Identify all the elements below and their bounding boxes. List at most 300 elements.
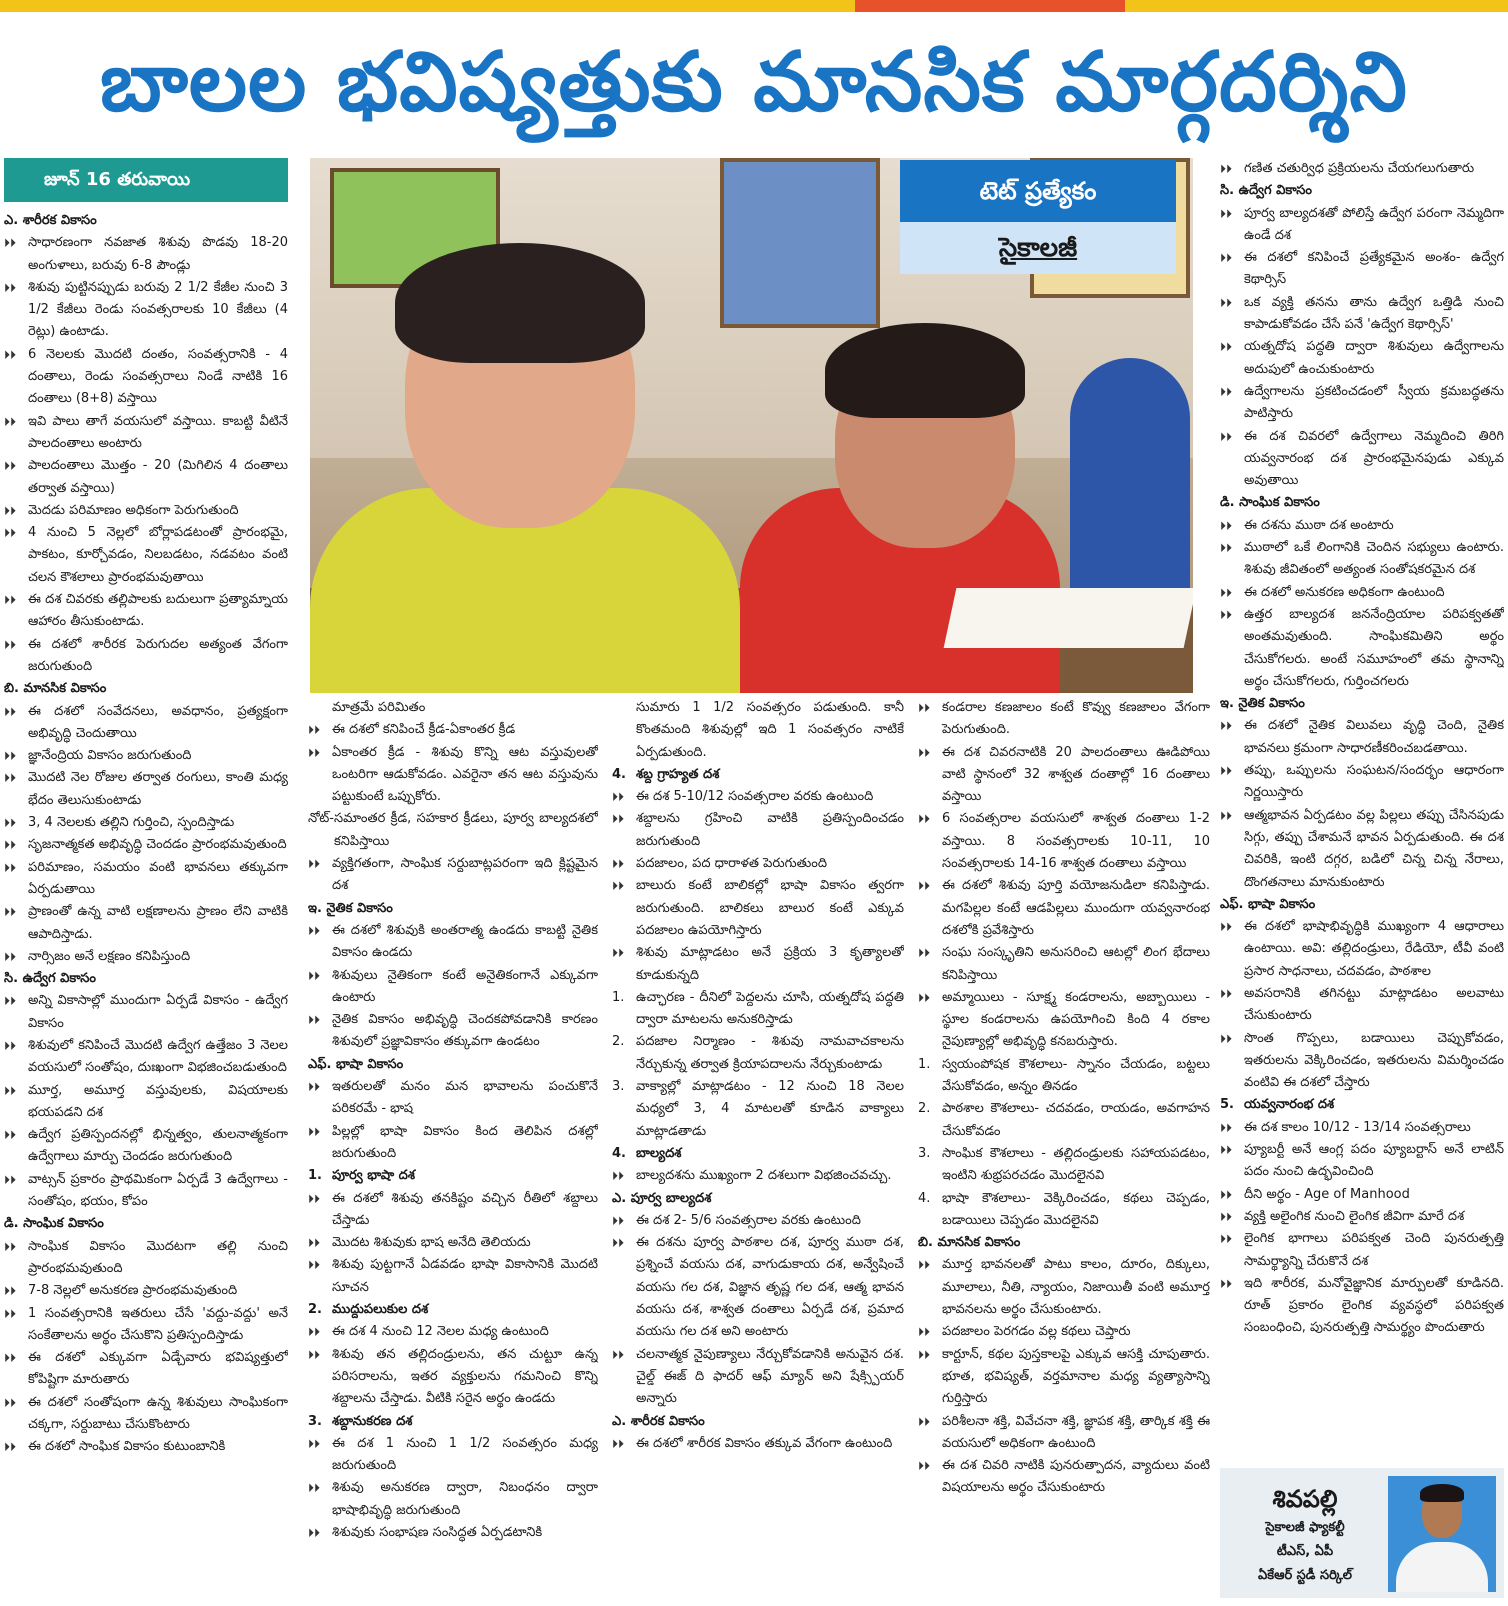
bullet-arrow-icon: ⏵⏵ <box>612 879 625 894</box>
item-text: ఈ దశ 5-10/12 సంవత్సరాల వరకు ఉంటుంది <box>636 789 874 805</box>
item-text: సొంత గొప్పలు, బడాయిలు చెప్పుకోవడం, ఇతరులను వెక్కిరించడం, ఇతరులను విమర్శించడం వంటివి ఈ దశలో చేస్తారు <box>1244 1030 1504 1091</box>
bullet-item <box>1220 604 1504 693</box>
item-text: ఈ దశలో ఎక్కువగా ఏడ్చేవారు భవిష్యత్తులో కోపిష్టిగా మారుతారు <box>28 1350 288 1388</box>
numbered-item <box>612 764 904 786</box>
section-heading: ఎఫ్. భాషా వికాసం <box>1220 896 1316 912</box>
bullet-arrow-icon: ⏵⏵ <box>4 347 17 362</box>
item-text: ఈ దశలో కనిపించే క్రీడ-ఏకాంతర క్రీడ <box>332 722 516 738</box>
item-text: శబ్దానుకరణ దశ <box>332 1413 413 1429</box>
item-text: పదజాలం, పద ధారాళత పెరుగుతుంది <box>636 856 828 872</box>
item-text: శిశువులో కనిపించే మొదటి ఉద్వేగ ఉత్తేజం 3 నెలల వయసులో సంతోషం, దుఃఖంగా విభజించబడుతుంది <box>28 1037 288 1076</box>
item-text: ఈ దశలో శారీరక వికాసం తక్కువ వేగంగా ఉంటుంది <box>636 1435 893 1451</box>
bullet-item <box>4 344 288 411</box>
bullet-arrow-icon: ⏵⏵ <box>1220 429 1233 444</box>
item-text: ఈ దశ చివరి నాటికి పునరుత్పాదన, వ్యాదులు వంటి విషయాలను అర్థం చేసుకుంటారు <box>942 1458 1210 1496</box>
photo-notice-board <box>720 158 880 328</box>
author-role: సైకాలజీ ఫ్యాకల్టీ <box>1265 1520 1345 1535</box>
bullet-item <box>1220 381 1504 426</box>
bullet-arrow-icon: ⏵⏵ <box>1220 986 1233 1001</box>
bullet-item <box>612 1344 904 1411</box>
item-text: దీని అర్థం - Age of Manhood <box>1244 1186 1410 1202</box>
bullet-item <box>1220 537 1504 582</box>
bullet-arrow-icon: ⏵⏵ <box>4 1038 17 1053</box>
bullet-arrow-icon: ⏵⏵ <box>918 701 931 715</box>
item-marker: 1. <box>612 989 625 1005</box>
numbered-item <box>308 1411 598 1433</box>
section-heading: సి. ఉద్వేగ వికాసం <box>4 971 96 987</box>
bullet-item <box>4 1080 288 1125</box>
bullet-item <box>308 1188 598 1233</box>
item-text: 3, 4 నెలలకు తల్లిని గుర్తించి, స్పందిస్తాడు <box>28 815 235 831</box>
item-text: ఈ దశను ముఠా దశ అంటారు <box>1244 517 1394 533</box>
bullet-arrow-icon: ⏵⏵ <box>4 1083 17 1098</box>
item-text: లైంగిక భాగాలు పరిపక్వత చెంది పునరుత్పత్తి సామర్థ్యాన్ని చేరుకొనే దశ <box>1244 1231 1504 1269</box>
item-text: ఈ దశ చివరనాటికి 20 పాలదంతాలు ఊడిపోయి వాటి స్థానంలో 32 శాశ్వత దంతాల్లో 16 దంతాలు వస్తాయి <box>942 744 1210 805</box>
item-text: ఈ దశలో శిశువుకి అంతరాత్మ ఉండదు కాబట్టి నైతిక వికాసం ఉండదు <box>332 922 598 961</box>
bullet-arrow-icon: ⏵⏵ <box>612 857 625 872</box>
bullet-arrow-icon: ⏵⏵ <box>918 990 931 1005</box>
bullet-arrow-icon: ⏵⏵ <box>1220 764 1233 779</box>
bullet-item <box>1220 805 1504 894</box>
item-text: సాధారణంగా నవజాత శిశువు పొడవు 18-20 అంగుళాలు, బరువు 6-8 పౌండ్లు <box>28 235 288 273</box>
bullet-item <box>1220 1139 1504 1184</box>
bullet-arrow-icon: ⏵⏵ <box>1220 1232 1233 1247</box>
item-text: ఈ దశ చివరకు తల్లిపాలకు బదులుగా ప్రత్యామ్నాయ ఆహారం తీసుకుంటాడు. <box>28 592 288 630</box>
item-text: కండరాల కణజాలం కంటే కొవ్వు కణజాలం వేగంగా పెరుగుతుంది. <box>942 700 1210 738</box>
bullet-arrow-icon: ⏵⏵ <box>308 923 321 938</box>
bullet-item <box>4 277 288 344</box>
bullet-arrow-icon: ⏵⏵ <box>1220 384 1233 399</box>
item-text: ఉత్తర బాల్యదశ జననేంద్రియాల పరిపక్వతతో అంతమవుతుంది. సాంఘికమితిని అర్థం చేసుకోగలరు. అంటే సమూహంలో తమ స్థానాన్ని అర్థం చేసుకోగలరు, గుర్తించగలరు <box>1244 606 1504 689</box>
bullet-item <box>918 942 1210 987</box>
photo-child-hair <box>395 243 645 363</box>
bullet-item <box>1220 515 1504 537</box>
bullet-item <box>4 990 288 1035</box>
numbered-item <box>918 1098 1210 1143</box>
bullet-arrow-icon: ⏵⏵ <box>1220 162 1233 176</box>
numbered-item <box>918 1054 1210 1099</box>
item-marker: 4. <box>612 1145 626 1161</box>
column-4 <box>918 697 1210 1597</box>
item-text: 7-8 నెల్లలో అనుకరణ ప్రారంభమవుతుంది <box>28 1283 238 1299</box>
bullet-arrow-icon: ⏵⏵ <box>918 1414 931 1429</box>
bullet-item <box>612 875 904 942</box>
bullet-arrow-icon: ⏵⏵ <box>1220 206 1233 221</box>
item-text: స్వయంపోషక కౌశలాలు- స్నానం చేయడం, బట్టలు వేసుకోవడం, అన్నం తినడం <box>942 1056 1210 1095</box>
special-badge <box>900 160 1176 274</box>
item-marker: నోట్- <box>308 811 334 827</box>
bullet-item <box>4 500 288 522</box>
item-marker: 3. <box>308 1413 322 1429</box>
bullet-item <box>1220 715 1504 760</box>
column-2 <box>308 697 598 1597</box>
item-text: ఇతరులతో మనం మన భావాలను పంచుకొనే పరికరమే - భాష <box>332 1079 598 1117</box>
bullet-item <box>308 1522 598 1544</box>
item-text: ఈ దశలో భాషాభివృద్ధికి ముఖ్యంగా 4 ఆధారాలు ఉంటాయి. అవి: తల్లిదండ్రులు, రేడియో, టీవీ వంటి ప్రసార సాధనాలు, చదవడం, పాఠశాల <box>1244 919 1504 979</box>
bullet-arrow-icon: ⏵⏵ <box>4 1239 17 1254</box>
bullet-arrow-icon: ⏵⏵ <box>4 593 17 608</box>
bullet-arrow-icon: ⏵⏵ <box>308 857 321 872</box>
item-text: వాక్యాల్లో మాట్లాడటం - 12 నుంచి 18 నెలల మధ్యలో 3, 4 మాటలతో కూడిన వాక్యాలు మాట్లాడతాడు <box>636 1079 904 1139</box>
bullet-item <box>612 1165 904 1187</box>
bullet-item <box>1220 426 1504 493</box>
item-text: నైతిక వికాసం అభివృద్ధి చెందకపోవడానికి కారణం శిశువులో ప్రజ్ఞావికాసం తక్కువగా ఉండటం <box>332 1012 598 1050</box>
bullet-arrow-icon: ⏵⏵ <box>918 812 931 827</box>
item-text: వ్యక్తిగతంగా, సాంఘిక సర్దుబాట్లపరంగా ఇది క్లిష్టమైన దశ <box>332 856 598 894</box>
item-text: ఈ దశలో సంవేదనలు, అవధానం, ప్రత్యక్షంగా అభివృద్ధి చెందుతాయి <box>28 703 288 741</box>
bullet-arrow-icon: ⏵⏵ <box>1220 251 1233 266</box>
bullet-item <box>308 853 598 898</box>
item-text: ఈ దశలో నైతిక విలువలు వృద్ధి చెంది, నైతిక భావనలు క్రమంగా సాధారణీకరించబడతాయి. <box>1244 718 1504 756</box>
bullet-item <box>308 719 598 741</box>
bullet-item <box>4 232 288 277</box>
bullet-arrow-icon: ⏵⏵ <box>308 1236 321 1251</box>
section-heading: ఎ. పూర్వ బాల్యదశ <box>612 1190 712 1206</box>
item-marker: 1. <box>308 1168 322 1184</box>
column-5 <box>1220 158 1504 1458</box>
bullet-arrow-icon: ⏵⏵ <box>4 905 17 920</box>
bullet-arrow-icon: ⏵⏵ <box>612 812 625 827</box>
bullet-arrow-icon: ⏵⏵ <box>918 1459 931 1474</box>
bullet-item <box>308 1344 598 1411</box>
bullet-item <box>918 1254 1210 1321</box>
top-color-bar <box>0 0 1508 12</box>
item-text: వ్యక్తి అలైంగిక నుంచి లైంగిక జీవిగా మారే దశ <box>1244 1208 1465 1224</box>
bullet-item <box>4 767 288 812</box>
bullet-item <box>4 455 288 500</box>
item-text: శిశువులు నైతికంగా కంటే అనైతికంగానే ఎక్కువగా ఉంటారు <box>332 967 598 1005</box>
item-text: మూర్త, అమూర్త వస్తువులకు, విషయాలకు భయపడని దశ <box>28 1082 288 1120</box>
bullet-item <box>918 1321 1210 1343</box>
item-text: ప్యూబర్టీ అనే ఆంగ్ల పదం ప్యూబర్టాస్ అనే లాటిన్ పదం నుంచి ఉద్భవించింది <box>1244 1142 1504 1180</box>
bullet-item <box>4 411 288 456</box>
bullet-item <box>4 1392 288 1437</box>
bullet-arrow-icon: ⏵⏵ <box>1220 920 1233 935</box>
section-heading: ఇ. నైతిక వికాసం <box>1220 696 1305 712</box>
section-heading: ఎఫ్. భాషా వికాసం <box>308 1056 404 1072</box>
bullet-arrow-icon: ⏵⏵ <box>4 1395 17 1410</box>
bullet-arrow-icon: ⏵⏵ <box>1220 1120 1233 1135</box>
item-text: జ్ఞానేంద్రియ వికాసం జరుగుతుంది <box>28 748 192 764</box>
bullet-arrow-icon: ⏵⏵ <box>4 949 17 964</box>
item-text: పరిశీలనా శక్తి, వివేచనా శక్తి, జ్ఞాపక శక్తి, తార్కిక శక్తి ఈ వయసులో అధికంగా ఉంటుంది <box>942 1413 1210 1451</box>
item-marker: 1. <box>918 1056 931 1072</box>
bullet-arrow-icon: ⏵⏵ <box>612 946 625 961</box>
bullet-item <box>308 1477 598 1522</box>
item-text: పదజాల నిర్మాణం - శిశువు నామవాచకాలను నేర్చుకున్న తర్వాత క్రియాపదాలను నేర్చుకుంటాడు <box>636 1034 904 1072</box>
bullet-item <box>1220 158 1504 180</box>
item-text: భాషా కౌశలాలు- వెక్కిరించడం, కథలు చెప్పడం, బడాయిలు చెప్పడం మొదలైనవి <box>942 1190 1210 1228</box>
item-text: ఇది శారీరక, మనోవైజ్ఞానిక మార్పులతో కూడినది. రూత్ ప్రకారం లైంగిక వ్యవస్థలో పరిపక్వత సంబంధించి, పునరుత్పత్తి సామర్థ్యం పొందుతారు <box>1244 1275 1504 1336</box>
bullet-arrow-icon: ⏵⏵ <box>308 1481 321 1496</box>
item-marker: 3. <box>612 1079 625 1095</box>
numbered-item <box>612 1143 904 1165</box>
bullet-arrow-icon: ⏵⏵ <box>918 745 931 760</box>
bullet-arrow-icon: ⏵⏵ <box>1220 541 1233 556</box>
bullet-arrow-icon: ⏵⏵ <box>4 704 17 719</box>
author-institute: ఏకేఆర్ స్టడీ సర్కిల్ <box>1258 1568 1352 1583</box>
bullet-item <box>4 901 288 946</box>
item-text: ఈ దశలో శిశువు తనకిష్టం వచ్చిన రీతిలో శబ్దాలు చేస్తాడు <box>332 1190 598 1228</box>
item-text: 1 సంవత్సరానికి ఇతరులు చేసే 'వద్దు-వద్దు' అనే సంకేతాలను అర్థం చేసుకొని ప్రతిస్పందిస్తాడు <box>28 1305 288 1343</box>
item-text: గణిత చతుర్విధ ప్రక్రియలను చేయగలుగుతారు <box>1244 161 1475 176</box>
bullet-arrow-icon: ⏵⏵ <box>308 1325 321 1340</box>
bullet-item <box>4 1303 288 1348</box>
bullet-item <box>4 1169 288 1214</box>
bullet-arrow-icon: ⏵⏵ <box>1220 295 1233 310</box>
bullet-arrow-icon: ⏵⏵ <box>4 994 17 1009</box>
bullet-arrow-icon: ⏵⏵ <box>4 1128 17 1143</box>
bullet-item <box>4 1347 288 1392</box>
bullet-item <box>308 965 598 1010</box>
item-marker: 4. <box>612 766 626 782</box>
bullet-arrow-icon: ⏵⏵ <box>918 1347 931 1362</box>
item-text: సృజనాత్మకత అభివృద్ధి చెందడం ప్రారంభమవుతుంది <box>28 837 287 853</box>
item-text: ఈ దశలో అనుకరణ అధికంగా ఉంటుంది <box>1244 584 1445 600</box>
author-photo-shirt <box>1396 1542 1488 1592</box>
top-accent-bar <box>855 0 1125 12</box>
bullet-arrow-icon: ⏵⏵ <box>1220 808 1233 823</box>
item-text: ఉద్వేగ ప్రతిస్పందనల్లో భిన్నత్వం, తులనాత్మకంగా ఉద్వేగాలు మార్పు చెందడం జరుగుతుంది <box>28 1127 288 1165</box>
bullet-item <box>4 1124 288 1169</box>
author-photo-hair <box>1420 1484 1464 1502</box>
item-marker: 3. <box>918 1145 931 1161</box>
bullet-arrow-icon: ⏵⏵ <box>4 526 17 541</box>
bullet-arrow-icon: ⏵⏵ <box>612 1236 625 1251</box>
bullet-arrow-icon: ⏵⏵ <box>4 860 17 875</box>
item-text: కార్టూన్, కథల పుస్తకాలపై ఎక్కువ ఆసక్తి చూపుతారు. భూత, భవిష్యత్, వర్తమానాల మధ్య వ్యత్యాసాన్ని గుర్తిస్తారు <box>942 1346 1210 1407</box>
item-text: ఏకాంతర క్రీడ - శిశువు కొన్ని ఆట వస్తువులతో ఒంటరిగా ఆడుకోవడం. ఎవరైనా తన ఆట వస్తువును పట్టుకుంటే ఒప్పుకోరు. <box>332 744 598 805</box>
bullet-arrow-icon: ⏵⏵ <box>918 946 931 961</box>
bullet-arrow-icon: ⏵⏵ <box>4 1172 17 1187</box>
bullet-item <box>612 786 904 808</box>
item-marker: 2. <box>918 1101 931 1117</box>
bullet-arrow-icon: ⏵⏵ <box>308 723 321 738</box>
bullet-arrow-icon: ⏵⏵ <box>4 459 17 474</box>
section-heading: ఇ. నైతిక వికాసం <box>308 900 393 916</box>
numbered-item <box>612 987 904 1032</box>
bullet-item <box>1220 1117 1504 1139</box>
numbered-item <box>1220 1094 1504 1116</box>
item-text: ఈ దశలో శిశువు పూర్తి వయోజనుడిలా కనిపిస్తాడు. మగపిల్లల కంటే ఆడపిల్లలు ముందుగా యవ్వనారంభ దశలోకి ప్రవేశిస్తారు <box>942 878 1210 938</box>
bullet-arrow-icon: ⏵⏵ <box>308 1124 321 1139</box>
bullet-arrow-icon: ⏵⏵ <box>4 637 17 652</box>
item-text: శబ్ద గ్రాహ్యత దశ <box>636 766 720 782</box>
section-heading: బి. మానసిక వికాసం <box>4 681 107 697</box>
bullet-item <box>1220 916 1504 983</box>
item-text: ప్రాణంతో ఉన్న వాటి లక్షణాలను ప్రాణం లేని వాటికి ఆపాదిస్తాడు. <box>28 904 288 942</box>
bullet-arrow-icon: ⏵⏵ <box>308 1013 321 1028</box>
item-marker: 5. <box>1220 1097 1234 1113</box>
bullet-arrow-icon: ⏵⏵ <box>308 1080 321 1095</box>
section-heading: డి. సాంఘిక వికాసం <box>1220 495 1320 511</box>
bullet-item <box>918 1411 1210 1456</box>
item-text: ఈ దశ కాలం 10/12 - 13/14 సంవత్సరాలు <box>1244 1119 1471 1135</box>
item-text: అమ్మాయిలు - సూక్ష్మ కండరాలను, అబ్బాయిలు - స్థూల కండరాలను ఉపయోగించి కింది 4 రకాల నైపుణ్యాల్లో అభివృద్ధి కనబరుస్తారు. <box>942 989 1210 1050</box>
bullet-item <box>4 812 288 834</box>
bullet-item <box>4 946 288 968</box>
item-text: ఒక వ్యక్తి తనను తాను ఉద్వేగ ఒత్తిడి నుంచి కాపాడుకోవడం చేసే పనే 'ఉద్వేగ కెథార్సిస్' <box>1244 294 1504 333</box>
bullet-item <box>1220 203 1504 248</box>
bullet-item <box>918 1344 1210 1411</box>
item-text: శిశువు పుట్టగానే ఏడవడం భాషా వికాసానికి మొదటి సూచన <box>332 1257 598 1295</box>
bullet-item <box>4 857 288 902</box>
bullet-item <box>1220 336 1504 381</box>
section-heading: సి. ఉద్వేగ వికాసం <box>1220 183 1312 199</box>
item-text: యవ్వనారంభ దశ <box>1244 1097 1335 1113</box>
item-text: బాలురు కంటే బాలికల్లో భాషా వికాసం త్వరగా జరుగుతుంది. బాలికలు బాలుర కంటే ఎక్కువ పదజాలం ఉపయోగిస్తారు <box>636 878 904 938</box>
continuation-tag: జూన్ 16 తరువాయి <box>4 158 288 202</box>
bullet-item <box>612 1232 904 1343</box>
bullet-arrow-icon: ⏵⏵ <box>308 1191 321 1206</box>
numbered-item <box>918 1143 1210 1188</box>
item-text: 6 సంవత్సరాల వయసులో శాశ్వత దంతాలు 1-2 వస్తాయి. 8 సంవత్సరాలకు 10-11, 10 సంవత్సరాలకు 14-16 శాశ్వత దంతాలు వస్తాయి <box>942 811 1210 872</box>
bullet-item <box>918 697 1210 742</box>
bullet-item <box>1220 1028 1504 1095</box>
badge-title: టెట్ ప్రత్యేకం <box>900 160 1176 222</box>
author-photo <box>1388 1476 1496 1592</box>
bullet-item <box>4 634 288 679</box>
bullet-arrow-icon: ⏵⏵ <box>918 879 931 894</box>
item-text: నార్సిజం అనే లక్షణం కనిపిస్తుంది <box>28 948 191 964</box>
bullet-item <box>4 589 288 634</box>
bullet-arrow-icon: ⏵⏵ <box>4 236 17 251</box>
item-text: మూర్త భావనలతో పాటు కాలం, దూరం, దిక్కులు, మూలాలు, నీతి, న్యాయం, నిజాయితీ వంటి అమూర్త భావనలను అర్థం చేసుకుంటారు. <box>942 1257 1210 1318</box>
item-marker: 2. <box>612 1034 625 1050</box>
photo-child-background <box>1070 358 1190 588</box>
item-text: వాట్సన్ ప్రకారం ప్రాథమికంగా ఏర్పడే 3 ఉద్వేగాలు - సంతోషం, భయం, కోపం <box>28 1171 288 1210</box>
item-text: శిశువు మాట్లాడటం అనే ప్రక్రియ 3 కృత్యాలతో కూడుకున్నది <box>636 945 904 983</box>
paragraph-text: సుమారు 1 1/2 సంవత్సరం పడుతుంది. కానీ కొంతమంది శిశువుల్లో ఇది 1 సంవత్సరం నాటికే ఏర్పడుతుంది. <box>636 700 904 760</box>
bullet-arrow-icon: ⏵⏵ <box>1220 1143 1233 1158</box>
bullet-arrow-icon: ⏵⏵ <box>612 1169 625 1184</box>
numbered-item <box>308 808 598 853</box>
section-heading: బి. మానసిక వికాసం <box>918 1235 1021 1251</box>
item-text: సమాంతర క్రీడ, సహకార క్రీడలు, పూర్వ బాల్యదశలో కనిపిస్తాయి <box>334 811 598 849</box>
bullet-arrow-icon: ⏵⏵ <box>308 1347 321 1362</box>
bullet-arrow-icon: ⏵⏵ <box>612 1436 625 1451</box>
item-text: ఈ దశ 4 నుంచి 12 నెలల మధ్య ఉంటుంది <box>332 1324 549 1340</box>
item-text: పూర్వ బాల్యదశతో పోలిస్తే ఉద్వేగ పరంగా నెమ్మదిగా ఉండే దశ <box>1244 205 1504 243</box>
bullet-item <box>612 1210 904 1232</box>
numbered-item <box>612 1031 904 1076</box>
column-3 <box>612 697 904 1597</box>
bullet-arrow-icon: ⏵⏵ <box>308 1436 321 1451</box>
bullet-item <box>308 742 598 809</box>
bullet-item <box>612 942 904 987</box>
bullet-arrow-icon: ⏵⏵ <box>1220 1187 1233 1202</box>
bullet-item <box>918 987 1210 1054</box>
bullet-item <box>1220 1206 1504 1228</box>
paragraph-text: మాత్రమే పరిమితం <box>332 700 426 715</box>
section-heading: ఎ. శారీరక వికాసం <box>612 1413 705 1429</box>
bullet-arrow-icon: ⏵⏵ <box>1220 607 1233 622</box>
bullet-arrow-icon: ⏵⏵ <box>4 838 17 853</box>
bullet-item <box>918 808 1210 875</box>
bullet-arrow-icon: ⏵⏵ <box>4 1351 17 1366</box>
item-marker: 4. <box>918 1190 931 1206</box>
item-text: బాల్యదశను ముఖ్యంగా 2 దశలుగా విభజించవచ్చు. <box>636 1168 892 1184</box>
bullet-item <box>4 522 288 589</box>
item-text: 6 నెలలకు మొదటి దంతం, సంవత్సరానికి - 4 దంతాలు, రెండు సంవత్సరాలు నిండే నాటికి 16 దంతాలు (8+8) వస్తాయి <box>28 346 288 407</box>
bullet-item <box>1220 1228 1504 1273</box>
photo-child-hair <box>825 323 1025 418</box>
numbered-item <box>308 1165 598 1187</box>
bullet-item <box>308 920 598 965</box>
bullet-arrow-icon: ⏵⏵ <box>612 1347 625 1362</box>
item-marker: 2. <box>308 1302 322 1318</box>
bullet-item <box>612 853 904 875</box>
bullet-item <box>4 1436 288 1458</box>
item-text: ఈ దశలో కనిపించే ప్రత్యేకమైన అంశం- ఉద్వేగ కెథార్సిస్ <box>1244 250 1504 288</box>
bullet-item <box>308 1254 598 1299</box>
item-text: ఈ దశలో సంతోషంగా ఉన్న శిశువులు సాంఘికంగా చక్కగా, సర్దుబాటు చేసుకొంటారు <box>28 1394 288 1433</box>
author-box <box>1220 1468 1504 1598</box>
bullet-arrow-icon: ⏵⏵ <box>4 771 17 786</box>
item-text: తప్పు, ఒప్పులను సంఘటన/సందర్భం ఆధారంగా నిర్ణయిస్తారు <box>1244 763 1504 801</box>
bullet-item <box>308 1076 598 1121</box>
bullet-item <box>1220 247 1504 292</box>
bullet-arrow-icon: ⏵⏵ <box>308 968 321 983</box>
bullet-arrow-icon: ⏵⏵ <box>4 749 17 764</box>
bullet-item <box>308 1009 598 1054</box>
bullet-arrow-icon: ⏵⏵ <box>4 1284 17 1299</box>
bullet-arrow-icon: ⏵⏵ <box>4 503 17 518</box>
bullet-item <box>612 808 904 853</box>
bullet-arrow-icon: ⏵⏵ <box>612 790 625 805</box>
bullet-item <box>4 1035 288 1080</box>
bullet-arrow-icon: ⏵⏵ <box>1220 1031 1233 1046</box>
bullet-arrow-icon: ⏵⏵ <box>308 1258 321 1273</box>
bullet-arrow-icon: ⏵⏵ <box>918 1258 931 1273</box>
item-text: పిల్లల్లో భాషా వికాసం కింద తెలిపిన దశల్లో జరుగుతుంది <box>332 1123 598 1161</box>
item-text: శబ్దాలను గ్రహించి వాటికి ప్రతిస్పందించడం జరుగుతుంది <box>636 811 904 849</box>
item-text: ఉచ్ఛారణ - దీనిలో పెద్దలను చూసి, యత్నదోష పద్ధతి ద్వారా మాటలను అనుకరిస్తాడు <box>636 989 904 1028</box>
item-text: యత్నదోష పద్ధతి ద్వారా శిశువులు ఉద్వేగాలను అదుపులో ఉంచుకుంటారు <box>1244 339 1504 377</box>
bullet-arrow-icon: ⏵⏵ <box>4 280 17 295</box>
item-text: మెదడు పరిమాణం అధికంగా పెరుగుతుంది <box>28 502 239 518</box>
section-heading: ఎ. శారీరక వికాసం <box>4 213 97 228</box>
bullet-arrow-icon: ⏵⏵ <box>1220 1276 1233 1291</box>
bullet-item <box>1220 760 1504 805</box>
item-text: అవసరానికి తగినట్టు మాట్లాడటం అలవాటు చేసుకుంటారు <box>1244 985 1504 1024</box>
bullet-item <box>308 1321 598 1343</box>
item-text: ఇవి పాలు తాగే వయసులో వస్తాయి. కాబట్టి వీటినే పాలదంతాలు అంటారు <box>28 413 288 451</box>
author-name: శివపల్లి <box>1272 1485 1338 1513</box>
author-details <box>1230 1482 1380 1588</box>
bullet-arrow-icon: ⏵⏵ <box>1220 1209 1233 1224</box>
item-text: బాల్యదశ <box>636 1145 682 1161</box>
section-heading: డి. సాంఘిక వికాసం <box>4 1216 104 1232</box>
item-text: ముద్దుపలుకుల దశ <box>332 1302 429 1318</box>
bullet-arrow-icon: ⏵⏵ <box>612 1213 625 1228</box>
bullet-item <box>918 1455 1210 1500</box>
item-text: ఈ దశ 2- 5/6 సంవత్సరాల వరకు ఉంటుంది <box>636 1212 861 1228</box>
bullet-arrow-icon: ⏵⏵ <box>4 816 17 831</box>
bullet-item <box>1220 1273 1504 1340</box>
photo-notebook <box>944 588 1193 648</box>
item-text: శిశువు తన తల్లిదండ్రులను, తన చుట్టూ ఉన్న పరిసరాలను, ఇతర వ్యక్తులను గమనించి కొన్ని శబ్దాలను చేస్తాడు. వీటికి సరైన అర్థం ఉండదు <box>332 1346 598 1407</box>
item-text: పరిమాణం, సమయం వంటి భావనలు తక్కువగా ఏర్పడుతాయి <box>28 859 288 897</box>
bullet-arrow-icon: ⏵⏵ <box>4 414 17 429</box>
numbered-item <box>918 1188 1210 1233</box>
item-text: సాంఘిక కౌశలాలు - తల్లిదండ్రులకు సహాయపడటం, ఇంటిని శుభ్రపరచడం మొదలైనవి <box>942 1145 1210 1184</box>
bullet-item <box>918 742 1210 809</box>
badge-subject: సైకాలజీ <box>900 222 1176 274</box>
bullet-arrow-icon: ⏵⏵ <box>1220 719 1233 734</box>
bullet-item <box>308 1433 598 1478</box>
bullet-item <box>612 1433 904 1455</box>
